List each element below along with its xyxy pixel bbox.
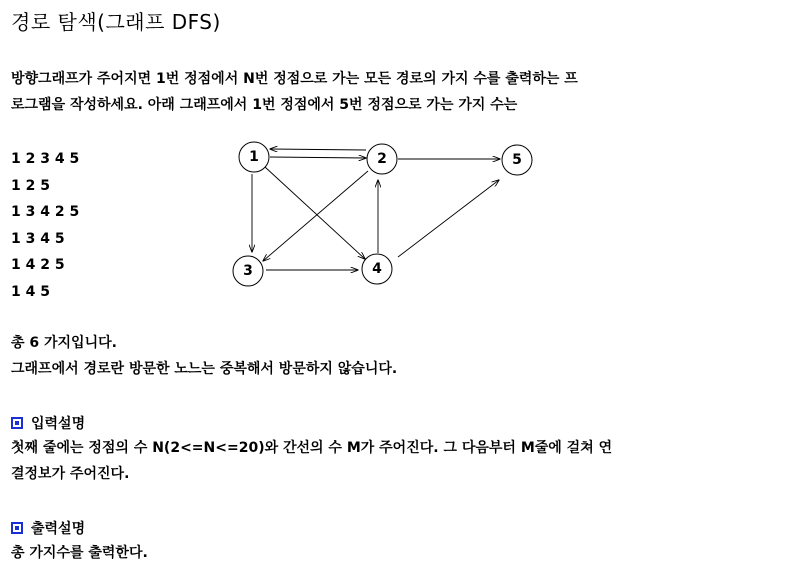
edge-4-to-5 (398, 180, 499, 257)
input-line-2: 결정보가 주어진다. (11, 466, 130, 482)
output-section-heading (11, 518, 85, 538)
node-label: 3 (243, 263, 253, 279)
graph-node-1 (239, 142, 269, 172)
graph-node-3 (233, 256, 263, 286)
square-bullet-icon (11, 417, 23, 429)
input-section-heading (11, 413, 85, 433)
node-label: 2 (377, 151, 387, 167)
path-item: 1 3 4 5 (11, 230, 65, 247)
square-bullet-icon (11, 522, 23, 534)
output-line-1: 총 가지수를 출력한다. (11, 545, 148, 561)
problem-title: 경로 탐색(그래프 DFS) (11, 10, 221, 34)
intro-line-1: 방향그래프가 주어지면 1번 정점에서 N번 정점으로 가는 모든 경로의 가지 수를 출력하는 프 (11, 71, 578, 87)
path-item: 1 4 5 (11, 283, 50, 300)
output-heading-label: 출력설명 (31, 521, 86, 537)
path-item: 1 4 2 5 (11, 257, 65, 273)
input-line-1: 첫째 줄에는 정점의 수 N(2<=N<=20)와 간선의 수 M가 주어진다. 그 다음부터 M줄에 걸쳐 연 (11, 440, 613, 456)
graph-node-5 (502, 145, 532, 175)
node-label: 4 (372, 261, 382, 277)
graph-node-4 (362, 254, 392, 284)
edge-1-to-2 (270, 157, 366, 158)
input-heading-label: 입력설명 (31, 416, 86, 432)
path-item: 1 3 4 2 5 (11, 204, 80, 220)
edge-2-to-1 (270, 149, 366, 150)
path-item: 1 2 3 4 5 (11, 151, 80, 167)
graph-node-2 (367, 144, 397, 174)
summary-total: 총 6 가지입니다. (11, 335, 117, 351)
summary-note: 그래프에서 경로란 방문한 노느는 중복해서 방문하지 않습니다. (11, 361, 398, 377)
path-item: 1 2 5 (11, 177, 50, 194)
node-label: 1 (249, 149, 259, 165)
intro-line-2: 로그램을 작성하세요. 아래 그래프에서 1번 정점에서 5번 정점으로 가는 가지 수는 (11, 97, 518, 113)
edge-1-to-4 (265, 167, 365, 259)
node-label: 5 (512, 152, 522, 168)
